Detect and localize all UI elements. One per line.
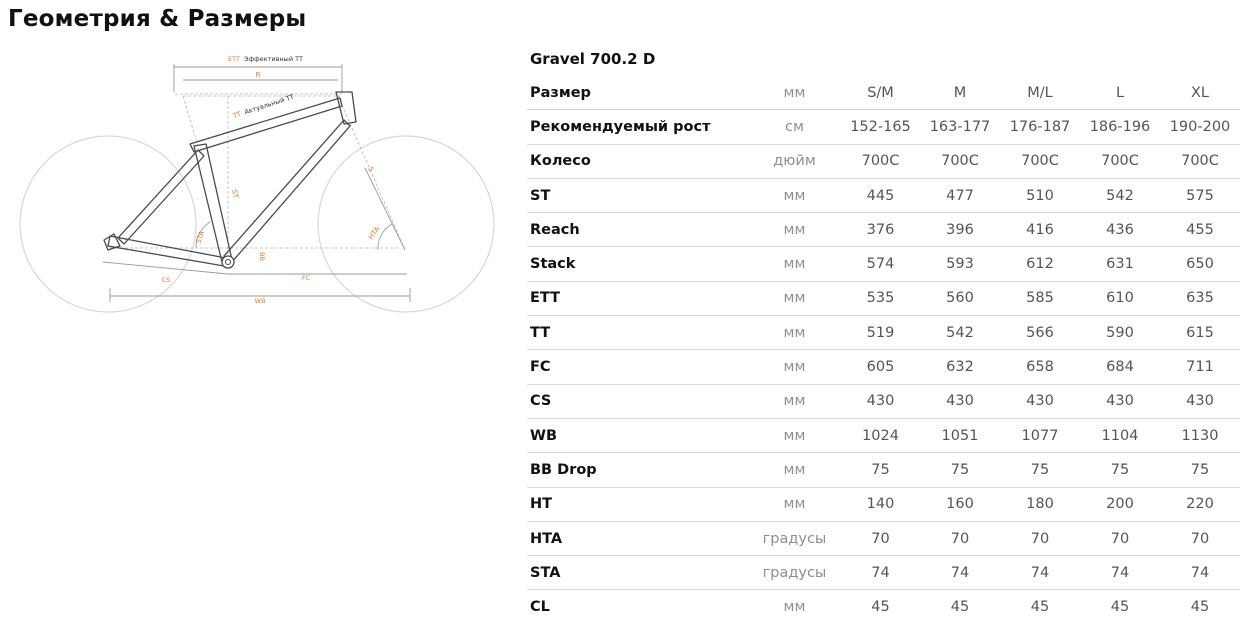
value-cell: 1024	[841, 418, 920, 452]
value-cell: 200	[1080, 487, 1160, 521]
value-cell: 632	[920, 350, 1000, 384]
unit-cell: мм	[748, 418, 841, 452]
value-cell: 75	[1000, 453, 1080, 487]
hta-label: HTA	[367, 225, 382, 242]
value-cell: 585	[1000, 281, 1080, 315]
geometry-table	[527, 76, 1240, 624]
value-cell: 186-196	[1080, 110, 1160, 144]
value-cell: 575	[1160, 178, 1240, 212]
hta-arc	[378, 224, 392, 250]
value-cell: 75	[841, 453, 920, 487]
unit-cell: мм	[748, 384, 841, 418]
value-cell: 45	[950, 599, 970, 616]
value-cell: 75	[920, 453, 1000, 487]
param-name: ETT	[527, 281, 748, 315]
value-cell: 70	[920, 521, 1000, 555]
param-name: TT	[527, 316, 748, 350]
value-cell: 1130	[1160, 418, 1240, 452]
ett-label	[228, 55, 303, 63]
table-row	[527, 247, 1240, 281]
value-cell: 477	[920, 178, 1000, 212]
unit-cell: градусы	[748, 521, 841, 555]
stack-label: S	[366, 165, 376, 173]
value-cell: 176-187	[1000, 110, 1080, 144]
value-cell: 74	[920, 556, 1000, 590]
table-row	[527, 521, 1240, 555]
tt-code-label: TT	[232, 109, 243, 120]
st-label: ST	[230, 188, 240, 199]
table-row	[527, 110, 1240, 144]
value-cell: 1077	[1000, 418, 1080, 452]
value-cell: 711	[1160, 350, 1240, 384]
value-cell: 152-165	[841, 110, 920, 144]
unit-cell: мм	[748, 487, 841, 521]
value-cell: 70	[1080, 521, 1160, 555]
table-row	[527, 178, 1240, 212]
value-cell: 436	[1080, 213, 1160, 247]
reference-lines	[110, 94, 405, 262]
value-cell: 593	[920, 247, 1000, 281]
value-cell: 510	[1000, 178, 1080, 212]
unit-cell: мм	[748, 76, 841, 110]
value-cell: 700C	[841, 144, 920, 178]
value-cell: 605	[841, 350, 920, 384]
page-title: Геометрия & Размеры	[8, 6, 307, 32]
value-cell: M	[920, 76, 1000, 110]
value-cell: 560	[920, 281, 1000, 315]
value-cell: 700C	[1000, 144, 1080, 178]
dimension-lines	[103, 64, 410, 302]
value-cell: 700C	[1160, 144, 1240, 178]
table-row	[527, 281, 1240, 315]
unit-cell: дюйм	[748, 144, 841, 178]
table-row	[527, 316, 1240, 350]
bike-frame	[104, 92, 356, 266]
value-cell: 163-177	[920, 110, 1000, 144]
table-row	[527, 453, 1240, 487]
value-cell: 45	[1190, 599, 1210, 616]
ett-text-label: Эффективный TT	[244, 55, 303, 63]
table-row	[527, 213, 1240, 247]
rear-wheel	[20, 136, 196, 312]
tt-label	[231, 93, 295, 121]
param-name: CL	[530, 599, 550, 616]
param-name: HT	[527, 487, 748, 521]
table-row	[527, 487, 1240, 521]
value-cell: 70	[1160, 521, 1240, 555]
unit-cell: мм	[748, 178, 841, 212]
value-cell: 612	[1000, 247, 1080, 281]
param-name: Размер	[527, 76, 748, 110]
table-row	[527, 76, 1240, 110]
table-row	[527, 590, 1240, 624]
value-cell: 430	[1160, 384, 1240, 418]
param-name: Рекомендуемый рост	[527, 110, 748, 144]
ett-code-label: ETT	[228, 55, 240, 63]
value-cell: 658	[1000, 350, 1080, 384]
unit-cell: мм	[748, 350, 841, 384]
value-cell: 190-200	[1160, 110, 1240, 144]
param-name: Stack	[527, 247, 748, 281]
param-name: HTA	[527, 521, 748, 555]
value-cell: 140	[841, 487, 920, 521]
value-cell: 220	[1160, 487, 1240, 521]
unit-cell: мм	[748, 281, 841, 315]
unit-cell: мм	[748, 453, 841, 487]
value-cell: M/L	[1000, 76, 1080, 110]
value-cell: 70	[841, 521, 920, 555]
unit-cell: мм	[748, 213, 841, 247]
table-row	[527, 350, 1240, 384]
wb-label: WB	[254, 297, 266, 305]
param-name: CS	[527, 384, 748, 418]
tt-text-label: Актуальный TT	[243, 92, 295, 117]
value-cell: 45	[871, 599, 890, 616]
table-row	[527, 384, 1240, 418]
value-cell: 75	[1080, 453, 1160, 487]
value-cell: 376	[841, 213, 920, 247]
value-cell: 396	[920, 213, 1000, 247]
value-cell: 535	[841, 281, 920, 315]
unit-cell: градусы	[748, 556, 841, 590]
value-cell: 566	[1000, 316, 1080, 350]
param-name: STA	[527, 556, 748, 590]
cs-label: CS	[161, 276, 171, 284]
bottom-bracket	[222, 256, 234, 268]
value-cell: 700C	[1080, 144, 1160, 178]
param-name: WB	[527, 418, 748, 452]
param-name: Колесо	[527, 144, 748, 178]
value-cell: 1051	[920, 418, 1000, 452]
value-cell: 430	[841, 384, 920, 418]
value-cell: 542	[1080, 178, 1160, 212]
param-name: FC	[527, 350, 748, 384]
value-cell: 574	[841, 247, 920, 281]
value-cell: 631	[1080, 247, 1160, 281]
value-cell: 74	[1080, 556, 1160, 590]
value-cell: XL	[1160, 76, 1240, 110]
value-cell: 74	[841, 556, 920, 590]
value-cell: 70	[1000, 521, 1080, 555]
bb-label: BB	[258, 252, 266, 261]
sta-label: STA	[194, 229, 207, 245]
value-cell: 650	[1160, 247, 1240, 281]
value-cell: 615	[1160, 316, 1240, 350]
param-name: Reach	[527, 213, 748, 247]
value-cell: 75	[1160, 453, 1240, 487]
unit-cell: мм	[748, 247, 841, 281]
reach-label: R	[255, 71, 261, 79]
value-cell: L	[1080, 76, 1160, 110]
value-cell: 684	[1080, 350, 1160, 384]
value-cell: 74	[1000, 556, 1080, 590]
value-cell: 180	[1000, 487, 1080, 521]
param-name: BB Drop	[527, 453, 748, 487]
fc-label: FC	[301, 274, 311, 282]
value-cell: 610	[1080, 281, 1160, 315]
value-cell: 445	[841, 178, 920, 212]
value-cell: 45	[1110, 599, 1130, 616]
value-cell: 635	[1160, 281, 1240, 315]
param-name: ST	[527, 178, 748, 212]
front-wheel	[318, 136, 494, 312]
table-row	[527, 144, 1240, 178]
model-title: Gravel 700.2 D	[530, 50, 656, 68]
unit-cell: см	[748, 110, 841, 144]
value-cell: 455	[1160, 213, 1240, 247]
value-cell: 590	[1080, 316, 1160, 350]
geometry-diagram	[0, 40, 510, 360]
value-cell: 45	[1030, 599, 1050, 616]
table-row	[527, 556, 1240, 590]
value-cell: 1104	[1080, 418, 1160, 452]
value-cell: 416	[1000, 213, 1080, 247]
value-cell: 430	[920, 384, 1000, 418]
value-cell: 542	[920, 316, 1000, 350]
value-cell: 430	[1080, 384, 1160, 418]
value-cell: S/M	[841, 76, 920, 110]
value-cell: 160	[920, 487, 1000, 521]
value-cell: 430	[1000, 384, 1080, 418]
value-cell: 74	[1160, 556, 1240, 590]
table-row	[527, 418, 1240, 452]
value-cell: 700C	[920, 144, 1000, 178]
unit-cell: мм	[748, 316, 841, 350]
unit-cell: мм	[783, 599, 806, 616]
value-cell: 519	[841, 316, 920, 350]
